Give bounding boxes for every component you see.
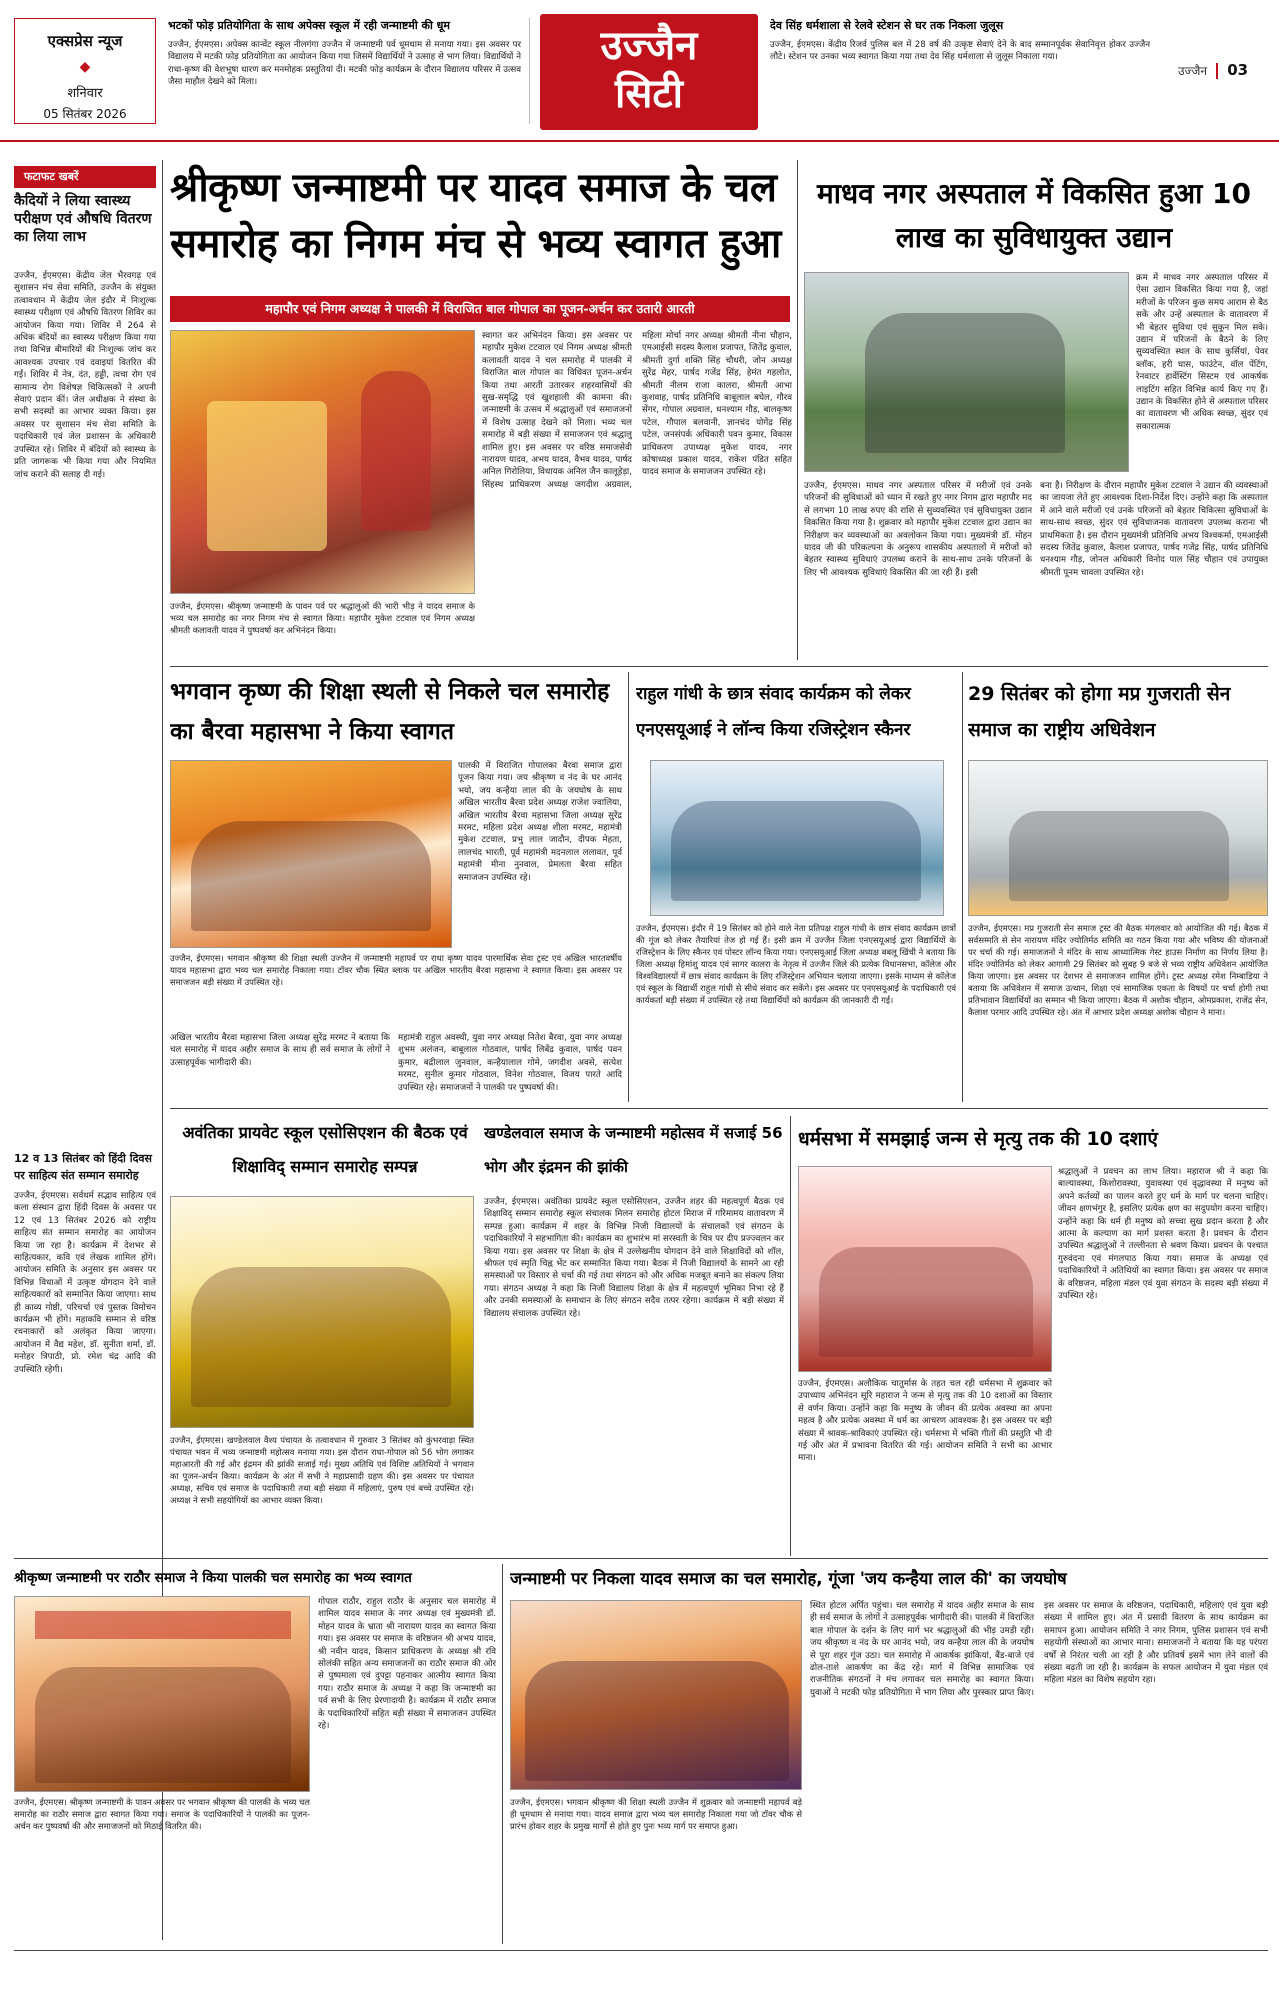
column-rule <box>962 672 963 1102</box>
crowd-shape <box>525 1661 789 1781</box>
sidebar-item-title: 12 व 13 सितंबर को हिंदी दिवस पर साहित्य संत सम्मान समारोह <box>14 1152 152 1182</box>
sidebar-header: फटाफट खबरें <box>14 166 156 188</box>
masthead-left-teaser <box>168 18 530 124</box>
story10-headline: जन्माष्टमी पर निकला यादव समाज का चल समारोह, गूंजा 'जय कन्हैया लाल की' का जयघोष <box>510 1569 1067 1588</box>
page-label: उज्जैन <box>1178 64 1208 78</box>
page-number: 03 <box>1227 61 1249 79</box>
group-shape <box>865 313 1065 453</box>
story2-body-right: क्रम में माधव नगर अस्पताल परिसर में ऐसा उद्यान विकसित किया गया है, जहां मरीजों के परिजन कुछ समय आराम से बैठ सकें और उन्हें अस्पताल के वातावरण में भी बेहतर सुविधा एवं सुकून मिल सके। उद्यान में परिजनों के बैठने के लिए सुव्यवस्थित स्थल के साथ कुर्सियां, पेवर ब्लॉक, हरी घास, फाउंटेन, वॉल पेंटिंग, रेनवाटर हार्वेस्टिंग सिस्टम एवं आकर्षक लाइटिंग सहित विभिन्न कार्य किए गए हैं। उद्यान के विकसित होने से अस्पताल परिसर का वातावरण भी अधिक स्वच्छ, सुंदर एवं सकारात्मक <box>1136 273 1268 432</box>
column-rule <box>628 672 629 1102</box>
story2-body-bottom-left: उज्जैन, ईएमएस। माधव नगर अस्पताल परिसर में मरीजों एवं उनके परिजनों की सुविधाओं को ध्यान में रखते हुए नगर निगम द्वारा महापौर मद से लगभग 10 लाख रुपए की राशि से सुव्यवस्थित एवं सुविधायुक्त उद्यान विकसित किया गया है। शुक्रवार को महापौर मुकेश टटवाल द्वारा उद्यान का निरीक्षण कर व्यवस्थाओं का अवलोकन किया गया। मुख्यमंत्री डॉ. मोहन यादव जी की परिकल्पना के अनुरूप शासकीय अस्पतालों में मरीजों को बेहतर स्वास्थ्य सुविधाएं उपलब्ध कराने के साथ-साथ उनके परिजनों के लिए भी आवश्यक सुविधाएं विकसित की जा रही हैं। इसी <box>804 481 1032 578</box>
story3-headline: भगवान कृष्ण की शिक्षा स्थली से निकले चल समारोह का बैरवा महासभा ने किया स्वागत <box>170 679 610 745</box>
masthead-rule <box>0 140 1279 142</box>
story6-headline: अवंतिका प्रायवेट स्कूल एसोसिएशन की बैठक एवं शिक्षाविद् सम्मान समारोह सम्पन्न <box>182 1123 468 1176</box>
story2-photo <box>804 272 1129 472</box>
story7-caption: उज्जैन, ईएमएस। खण्डेलवाल वैश्य पंचायत के तत्वावधान में गुरुवार 3 सितंबर को कुंभरवाड़ा स्थित पंचायत भवन में भव्य जन्माष्टमी महोत्सव मनाया गया। इस दौरान राधा-गोपाल को 56 भोग लगाकर महाआरती की गई और इंद्रमन की झांकी सजाई गई। मुख्य अतिथि एवं विशिष्ट अतिथियों ने भगवान का पूजन-अर्चन किया। कार्यक्रम के अंत में सभी ने महाप्रसादी ग्रहण की। इस अवसर पर पंचायत अध्यक्ष, सचिव एवं समाज के पदाधिकारी तथा बड़ी संख्या में महिलाएं, पुरुष एवं बच्चे उपस्थित रहे। अध्यक्ष ने सभी सहयोगियों का आभार व्यक्त किया। <box>170 1435 474 1505</box>
story6-photo <box>170 1196 474 1428</box>
masthead-brand: एक्सप्रेस न्यूज <box>47 32 123 50</box>
story1-headline: श्रीकृष्ण जन्माष्टमी पर यादव समाज के चल समारोह का निगम मंच से भव्य स्वागत हुआ <box>170 165 781 267</box>
story9-photo <box>14 1596 310 1792</box>
group-shape <box>191 1267 451 1407</box>
story5-caption: उज्जैन, ईएमएस। मप्र गुजराती सेन समाज ट्रस्ट की बैठक मंगलवार को आयोजित की गई। बैठक में सर्वसम्मति से सेन नारायण मंदिर ज्योतिर्मठ समिति का गठन किया गया और भविष्य की योजनाओं पर चर्चा की गई। समाजजनों ने मंदिर के साथ आध्यात्मिक गेस्ट हाउस निर्माण का निर्णय लिया है। मंदिर ज्योतिर्मठ को लेकर आगामी 29 सितंबर को सुबह 9 बजे से भव्य राष्ट्रीय अधिवेशन आयोजित किया जाएगा। इस अवसर पर देशभर से समाजजन शामिल होंगे। ट्रस्ट अध्यक्ष रमेश निम्बाडिया ने बताया कि अधिवेशन में समाज उत्थान, शिक्षा एवं सामाजिक एकता के विषयों पर चर्चा होगी तथा प्रतिभावान विद्यार्थियों का सम्मान भी किया जाएगा। बैठक में अशोक चौहान, ओमप्रकाश, राजेंद्र सेन, कैलाश परमार आदि उपस्थित रहे। अंत में आभार प्रदेश अध्यक्ष अशोक चौहान ने माना। <box>968 923 1268 1017</box>
story6-body: उज्जैन, ईएमएस। अवंतिका प्रायवेट स्कूल एसोसिएशन, उज्जैन शहर की महत्वपूर्ण बैठक एवं शिक्षाविद् सम्मान समारोह स्कूल संचालक मिलन समारोह होटल मिराज में गरिमामय वातावरण में सम्पन्न हुआ। कार्यक्रम में शहर के विभिन्न निजी विद्यालयों के संचालकों एवं संगठन के पदाधिकारियों ने सहभागिता की। कार्यक्रम का शुभारंभ मां सरस्वती के चित्र पर दीप प्रज्ज्वलन कर किया गया। इस अवसर पर शिक्षा के क्षेत्र में उल्लेखनीय योगदान देने वाले शिक्षाविदों को शॉल, श्रीफल एवं स्मृति चिह्न भेंट कर सम्मानित किया गया। बैठक में निजी विद्यालयों के सामने आ रही समस्याओं पर विस्तार से चर्चा की गई तथा संगठन को और अधिक मजबूत बनाने का संकल्प लिया गया। संगठन अध्यक्ष ने कहा कि निजी विद्यालय शिक्षा के क्षेत्र में महत्वपूर्ण भूमिका निभा रहे हैं और उनकी समस्याओं के समाधान के लिए संगठन सदैव तत्पर रहेगा। कार्यक्रम में बड़ी संख्या में विद्यालय संचालक उपस्थित रहे। <box>484 1197 784 1319</box>
story10-photo <box>510 1600 802 1790</box>
row-rule <box>170 666 1268 667</box>
sidebar-item-text: उज्जैन, ईएमएस। सर्वधर्म सद्भाव साहित्य एवं कला संस्थान द्वारा हिंदी दिवस के अवसर पर 12 एवं 13 सितंबर 2026 को राष्ट्रीय साहित्य संत सम्मान समारोह का आयोजन किया जा रहा है। कार्यक्रम में देशभर से साहित्यकार, कवि एवं लेखक शामिल होंगे। आयोजन समिति के अनुसार इस अवसर पर विभिन्न विधाओं में उत्कृष्ट योगदान देने वाले साहित्यकारों को सम्मानित किया जाएगा। साथ ही काव्य गोष्ठी, परिचर्चा एवं पुस्तक विमोचन कार्यक्रम भी होंगे। महाकवि सम्मान से वरिष्ठ रचनाकारों को अलंकृत किया जाएगा। आयोजन में वैद्य महेश, डॉ. सुनीता शर्मा, डॉ. मनोहर त्रिपाठी, प्रो. रमेश चंद्र आदि की उपस्थिति रहेगी। <box>14 1191 156 1375</box>
story5-photo <box>968 760 1268 916</box>
sidebar-item-title: कैदियों ने लिया स्वास्थ्य परीक्षण एवं औषधि वितरण का लिया लाभ <box>14 193 152 245</box>
story1-caption: उज्जैन, ईएमएस। श्रीकृष्ण जन्माष्टमी के पावन पर्व पर श्रद्धालुओं की भारी भीड़ ने यादव समाज के भव्य चल समारोह का नगर निगम मंच से स्वागत किया। महापौर मुकेश टटवाल एवं निगम अध्यक्ष श्रीमती कलावती यादव ने पुष्पवर्षा कर अभिनंदन किया। <box>170 601 475 635</box>
masthead-ornament: ◆ <box>79 59 91 75</box>
story3-body-right: पालकी में विराजित गोपालका बैरवा समाज द्वारा पूजन किया गया। जय श्रीकृष्ण व नंद के घर आनंद भयो, जय कन्हैया लाल की के जयघोष के साथ अखिल भारतीय बैरवा प्रदेश अध्यक्ष राजेश ज्वालिया, अखिल भारतीय बैरवा महासभा जिला अध्यक्ष सुरेंद्र मरमट, महिला प्रदेश अध्यक्ष शीला मरमट, महामंत्री मुकेश टटवाल, प्रभु लाल जादौन, दीपक मेहता, लालचंद भारती, पूर्व महामंत्री मदनलाल ललावत, पूर्व महामंत्री मीना नुनवाल, प्रेमलता बैरवा सहित समाजजन उपस्थित रहे। <box>458 761 622 883</box>
left-teaser-text: उज्जैन, ईएमएस। अपेक्स कान्वेंट स्कूल नीलगंगा उज्जैन में जन्माष्टमी पर्व धूमधाम से मनाया गया। इस अवसर पर विद्यालय में मटकी फोड़ प्रतियोगिता का आयोजन किया गया जिसमें विद्यार्थियों ने उत्साह से भाग लिया। विद्यार्थियों ने राधा-कृष्ण की वेशभूषा धारण कर मनमोहक प्रस्तुतियां दी। मटकी फोड़ कार्यक्रम के दौरान विद्यालय परिसर में उत्सव जैसा माहौल देखने को मिला। <box>168 40 521 88</box>
story10-body: स्थित होटल अर्पित पहुंचा। चल समारोह में यादव अहीर समाज के साथ ही सर्व समाज के लोगों ने उत्साहपूर्वक भागीदारी की। पालकी में विराजित बाल गोपाल के दर्शन के लिए मार्ग भर श्रद्धालुओं की भीड़ उमड़ी रही। जय श्रीकृष्ण व नंद के घर आनंद भयो, जय कन्हैया लाल की के जयघोष से पूरा शहर गूंज उठा। चल समारोह में आकर्षक झांकियां, बैंड-बाजे एवं ढोल-ताशे आकर्षण का केंद्र रहे। मार्ग में विभिन्न सामाजिक एवं राजनीतिक संगठनों ने मंच लगाकर चल समारोह का स्वागत किया। युवाओं ने मटकी फोड़ प्रतियोगिता में भाग लिया और पुरस्कार प्राप्त किए। इस अवसर पर समाज के वरिष्ठजन, पदाधिकारी, महिलाएं एवं युवा बड़ी संख्या में शामिल हुए। अंत में प्रसादी वितरण के साथ कार्यक्रम का समापन हुआ। आयोजन समिति ने नगर निगम, पुलिस प्रशासन एवं सभी सहयोगी संस्थाओं का आभार माना। समाजजनों ने बताया कि यह परंपरा वर्षों से निरंतर चली आ रही है और प्रतिवर्ष इसमें भाग लेने वालों की संख्या बढ़ती जा रही है। कार्यक्रम के सफल आयोजन में युवा मंडल एवं महिला मंडल का विशेष सहयोग रहा। <box>810 1601 1268 1698</box>
story8-body-right: श्रद्धालुओं ने प्रवचन का लाभ लिया। महाराज श्री ने कहा कि बाल्यावस्था, किशोरावस्था, युवावस्था एवं वृद्धावस्था में मनुष्य को अपने कर्तव्यों का पालन करते हुए धर्म के मार्ग पर चलना चाहिए। जीवन क्षणभंगुर है, इसलिए प्रत्येक क्षण का सदुपयोग करना चाहिए। उन्होंने कहा कि धर्म ही मनुष्य को सच्चा सुख प्रदान करता है और आत्मा के कल्याण का मार्ग प्रशस्त करता है। प्रवचन के दौरान उपस्थित श्रद्धालुओं ने तल्लीनता से श्रवण किया। प्रवचन के पश्चात गुरुवंदना एवं मंगलपाठ किया गया। समाज के अध्यक्ष एवं पदाधिकारियों ने अतिथियों का स्वागत किया। इस अवसर पर समाज के वरिष्ठजन, महिला मंडल एवं युवा संगठन के सदस्य बड़ी संख्या में उपस्थित रहे। <box>1058 1167 1268 1302</box>
masthead-date: 05 सितंबर 2026 <box>43 107 127 121</box>
page-divider <box>1216 63 1218 79</box>
story9-headline: श्रीकृष्ण जन्माष्टमी पर राठौर समाज ने किया पालकी चल समारोह का भव्य स्वागत <box>14 1570 412 1586</box>
audience-shape <box>819 1247 1033 1357</box>
sidebar-item-text: उज्जैन, ईएमएस। केंद्रीय जेल भैरवगढ़ एवं सुशासन मंच सेवा समिति, उज्जैन के संयुक्त तत्वावधान में केंद्रीय जेल इंदौर में निःशुल्क स्वास्थ्य परीक्षण एवं औषधि वितरण शिविर का आयोजन किया गया। शिविर में 264 से अधिक बंदियों का स्वास्थ्य परीक्षण किया गया तथा विभिन्न बीमारियों की निःशुल्क जांच कर आवश्यक उपचार एवं दवाइयां वितरित की गईं। शिविर में नेत्र, दंत, हड्डी, त्वचा रोग एवं सामान्य रोग विशेषज्ञ चिकित्सकों ने अपनी सेवाएं प्रदान कीं। जेल अधीक्षक ने संस्था के सभी सदस्यों का आभार व्यक्त किया। इस अवसर पर सुशासन मंच सेवा समिति के पदाधिकारी एवं जेल प्रशासन के अधिकारी उपस्थित रहे। शिविर में बंदियों को स्वास्थ्य के प्रति जागरूक भी किया गया और नियमित जांच कराने की सलाह दी गई। <box>14 271 156 480</box>
story8-headline: धर्मसभा में समझाई जन्म से मृत्यु तक की 10 दशाएं <box>798 1128 1158 1150</box>
story4-caption: उज्जैन, ईएमएस। इंदौर में 19 सितंबर को होने वाले नेता प्रतिपक्ष राहुल गांधी के छात्र संवाद कार्यक्रम छात्रों की गूंज को लेकर तैयारियां तेज हो गई हैं। इसी क्रम में उज्जैन जिला एनएसयूआई द्वारा विद्यार्थियों के रजिस्ट्रेशन के लिए स्कैनर एवं पोस्टर लॉन्च किया गया। एनएसयूआई जिला अध्यक्ष बबलू खिंची ने बताया कि जिला अध्यक्ष हिमांशु यादव एवं सागर कालरा के नेतृत्व में उज्जैन जिले की प्रत्येक विधानसभा, कॉलेज और विश्वविद्यालयों में छात्र संवाद कार्यक्रम के लिए रजिस्ट्रेशन अभियान चलाया जाएगा। इसके माध्यम से कॉलेज एवं स्कूल के विद्यार्थी राहुल गांधी से सीधे संवाद कर सकेंगे। इस अवसर पर एनएसयूआई के पदाधिकारी एवं कार्यकर्ता बड़ी संख्या में उपस्थित रहे तथा विद्यार्थियों को कार्यक्रम की जानकारी दी गई। <box>636 923 956 1005</box>
story3-photo <box>170 760 452 948</box>
footer-rule <box>14 1950 1268 1951</box>
story10-caption: उज्जैन, ईएमएस। भगवान श्रीकृष्ण की शिक्षा स्थली उज्जैन में शुक्रवार को जन्माष्टमी महापर्व बड़े ही धूमधाम से मनाया गया। यादव समाज द्वारा भव्य चल समारोह निकाला गया जो टॉवर चौक से प्रारंभ होकर शहर के प्रमुख मार्गों से होते हुए पुनः भव्य मार्ग पर समाप्त हुआ। <box>510 1797 802 1831</box>
meeting-shape <box>1009 811 1229 901</box>
story3-body-bottom-right: महामंत्री राहुल अवस्थी, युवा नगर अध्यक्ष नितेश बैरवा, युवा नगर अध्यक्ष शुभम अलंजन, बाबूलाल गोठवाल, पार्षद लिबेंद्र कुवाल, पार्षद पवन कुमार, बद्रीलाल जुनवाल, कन्हैयालाल गोमे, जगदीश अवसे, सत्येश मरमट, सुनील कुमार गोठवाल, विनेश गोठवाल, विजय पारते आदि उपस्थित रहे। समाजजनों ने पालकी पर पुष्पवर्षा की। <box>398 1033 622 1093</box>
masthead-brand-box <box>14 18 156 124</box>
story1-subhead: महापौर एवं निगम अध्यक्ष ने पालकी में विराजित बाल गोपाल का पूजन-अर्चन कर उतारी आरती <box>170 296 790 322</box>
story8-photo <box>798 1166 1052 1372</box>
row-rule <box>170 1108 1268 1109</box>
group-shape <box>35 1667 291 1783</box>
story4-photo <box>650 760 944 916</box>
person-shape <box>361 371 431 531</box>
banner-shape <box>35 1611 291 1639</box>
story7-headline: खण्डेलवाल समाज के जन्माष्टमी महोत्सव में सजाई 56 भोग और इंद्रमन की झांकी <box>484 1124 783 1176</box>
palanquin-shape <box>207 401 327 551</box>
column-rule <box>797 160 798 660</box>
left-teaser-title: भटकों फोड़ प्रतियोगिता के साथ अपेक्स स्कूल में रही जन्माष्टमी की धूम <box>168 19 450 32</box>
column-rule <box>790 1116 791 1556</box>
page-number-box <box>1178 60 1270 82</box>
right-teaser-text: उज्जैन, ईएमएस। केंद्रीय रिजर्व पुलिस बल में 28 वर्ष की उत्कृष्ट सेवाएं देने के बाद सम्मानपूर्वक सेवानिवृत्त होकर उज्जैन लौटे। स्टेशन पर उनका भव्य स्वागत किया गया तथा देव सिंह धर्मशाला से जुलूस निकाला गया। <box>770 40 1150 63</box>
crowd-shape <box>191 821 431 931</box>
masthead-right-teaser <box>770 18 1210 124</box>
story9-body: गोपाल राठौर, राहुल राठौर के अनुसार चल समारोह में शामिल यादव समाज के नगर अध्यक्ष एवं मुख्यमंत्री डॉ. मोहन यादव के भ्राता श्री नारायण यादव का स्वागत किया गया। इस अवसर पर समाज के वरिष्ठजन श्री अभय यादव, श्री नवीन यादव, किसान प्राधिकरण के अध्यक्ष श्री रवि सोलंकी सहित अन्य समाजजनों का राठौर समाज की ओर से पुष्पमाला एवं दुपट्टा पहनाकर आत्मीय स्वागत किया गया। राठौर समाज के अध्यक्ष ने कहा कि जन्माष्टमी का पर्व सभी के लिए प्रेरणादायी है। कार्यक्रम में राठौर समाज के पदाधिकारियों सहित बड़ी संख्या में समाजजन उपस्थित रहे। <box>318 1597 496 1732</box>
story3-body-bottom-left: अखिल भारतीय बैरवा महासभा जिला अध्यक्ष सुरेंद्र मरमट ने बताया कि चल समारोह में यादव अहीर समाज के साथ ही सर्व समाज के लोगों ने उत्साहपूर्वक भागीदारी की। <box>170 1033 390 1068</box>
story2-headline: माधव नगर अस्पताल में विकसित हुआ 10 लाख का सुविधायुक्त उद्यान <box>816 177 1252 254</box>
sidebar-item <box>14 192 156 1186</box>
section-line1: उज्जैन <box>600 23 698 69</box>
story5-headline: 29 सितंबर को होगा मप्र गुजराती सेन समाज का राष्ट्रीय अधिवेशन <box>968 683 1231 741</box>
row-rule <box>14 1558 1268 1559</box>
story1-body: स्वागत कर अभिनंदन किया। इस अवसर पर महापौर मुकेश टटवाल एवं निगम अध्यक्ष श्रीमती कलावती यादव ने चल समारोह में पालकी में विराजित बाल गोपाल का विधिवत पूजन-अर्चन किया तथा आरती उतारकर शहरवासियों की सुख-समृद्धि एवं खुशहाली की कामना की। जन्माष्टमी के उत्सव में श्रद्धालुओं एवं समाजजनों में विशेष उत्साह देखने को मिला। भव्य चल समारोह में बड़ी संख्या में समाजजन एवं श्रद्धालु शामिल हुए। इस अवसर पर वरिष्ठ समाजसेवी नारायण यादव, अभय यादव, वैभव यादव, पार्षद अनिल गिरोलिया, विधायक अनिल जैन कालूहेड़ा, सिंहस्थ प्राधिकरण अध्यक्ष जगदीश अग्रवाल, महिला मोर्चा नगर अध्यक्ष श्रीमती नीना चौहान, एमआईसी सदस्य कैलाश प्रजापत, जितेंद्र कुवाल, श्रीमती दुर्गा शक्ति सिंह चौधरी, जोन अध्यक्ष सुरेंद्र मेहर, पार्षद गजेंद्र सिंह, हेमंत गहलोत, श्रीमती नीलम राजा कालरा, श्रीमती आभा कुशवाह, पार्षद प्रतिनिधि बाबूलाल बघेल, गौरव सेंगर, गोपाल अग्रवाल, धनश्याम गौड़, बालकृष्ण पटेल, गौपाल बलवानी, ज्ञानचंद योगेंद्र सिंह पटेल, जनसंपर्क अधिकारी पवन कुमार, विकास प्राधिकरण उपाध्यक्ष मुकेश यादव, नगर कोषाध्यक्ष प्रकाश यादव, राकेश पंडित सहित यादव समाज के समाजजन उपस्थित रहे। <box>482 331 792 490</box>
story3-caption: उज्जैन, ईएमएस। भगवान श्रीकृष्ण की शिक्षा स्थली उज्जैन में जन्माष्टमी महापर्व पर राधा कृष्ण यादव पारमार्थिक सेवा ट्रस्ट एवं अखिल भारतवर्षीय यादव महासभा द्वारा भव्य चल समारोह निकाला गया। टॉवर चौक स्थित ब्लाक पर अखिल भारतीय बैरवा महासभा ने स्वागत किया। इस अवसर पर समाजजन बड़ी संख्या में उपस्थित रहे। <box>170 953 622 987</box>
masthead-day: शनिवार <box>67 86 103 101</box>
masthead <box>0 0 1279 138</box>
section-badge <box>540 14 758 130</box>
right-teaser-title: देव सिंह धर्मशाला से रेलवे स्टेशन से घर तक निकला जुलूस <box>770 19 1004 32</box>
story4-headline: राहुल गांधी के छात्र संवाद कार्यक्रम को लेकर एनएसयूआई ने लॉन्च किया रजिस्ट्रेशन स्कैनर <box>636 684 911 740</box>
story8-body-left: उज्जैन, ईएमएस। अलौकिक चातुर्मास के तहत चल रही धर्मसभा में शुक्रवार को उपाध्याय अभिनंदन सूरि महाराज ने जन्म से मृत्यु तक की 10 दशाओं का विस्तार से वर्णन किया। उन्होंने कहा कि मनुष्य के जीवन की प्रत्येक अवस्था का अपना महत्व है और प्रत्येक अवस्था में धर्म का आचरण आवश्यक है। इस अवसर पर बड़ी संख्या में श्रावक-श्राविकाएं उपस्थित रहे। धर्मसभा में भक्ति गीतों की प्रस्तुति भी दी गई और अंत में प्रभावना वितरित की गई। आयोजन समिति ने सभी का आभार माना। <box>798 1379 1052 1464</box>
group-shape <box>671 801 921 901</box>
section-line2: सिटी <box>615 71 683 117</box>
story9-caption: उज्जैन, ईएमएस। श्रीकृष्ण जन्माष्टमी के पावन अवसर पर भगवान श्रीकृष्ण की पालकी के भव्य चल समारोह का राठौर समाज द्वारा स्वागत किया गया। समाज के पदाधिकारियों ने पालकी का पूजन-अर्चन कर पुष्पवर्षा की और समाजजनों को मिठाई वितरित की। <box>14 1797 310 1831</box>
column-rule <box>502 1564 503 1944</box>
story2-body-bottom-right: बना है। निरीक्षण के दौरान महापौर मुकेश टटवाल ने उद्यान की व्यवस्थाओं का जायजा लेते हुए आवश्यक दिशा-निर्देश दिए। उन्होंने कहा कि अस्पताल में आने वाले मरीजों एवं उनके परिजनों को बेहतर चिकित्सा सुविधाओं के साथ-साथ स्वच्छ, सुंदर एवं सुविधाजनक वातावरण उपलब्ध कराना भी प्राथमिकता है। इस दौरान मुख्यमंत्री प्रतिनिधि अभय विश्वकर्मा, एमआईसी सदस्य जितेंद्र कुवाल, कैलाश प्रजापत, पार्षद गजेंद्र सिंह, पार्षद प्रतिनिधि धनश्याम गौड़, जोनल अधिकारी विनोद पाल सिंह चौहान एवं उपायुक्त श्रीमती पूनम चावला उपस्थित रहे। <box>1040 481 1268 578</box>
story1-photo <box>170 330 475 594</box>
